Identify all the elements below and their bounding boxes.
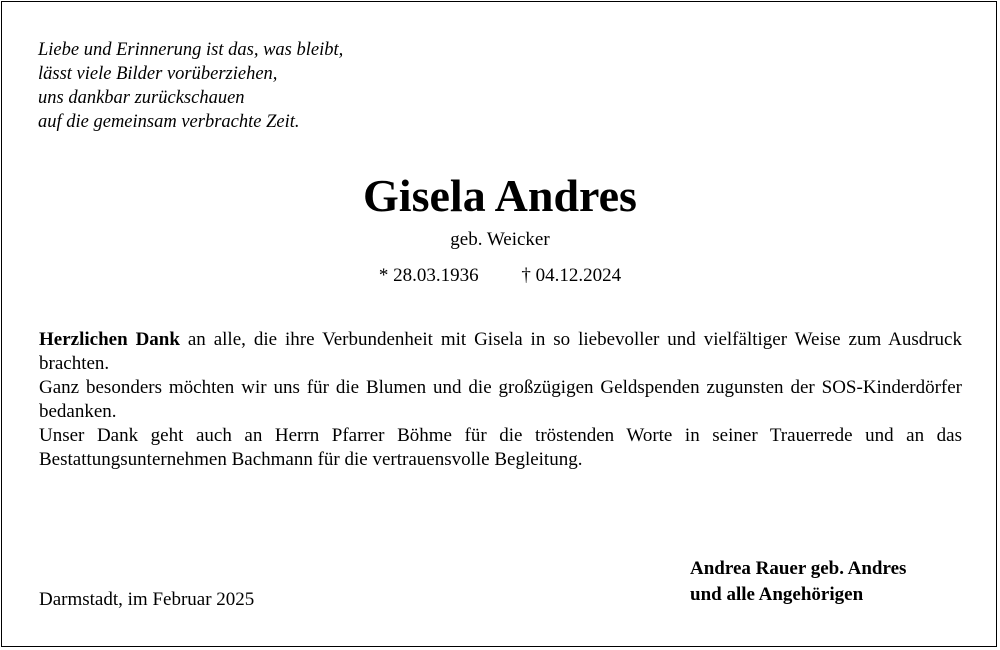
message-paragraph-2: Ganz besonders möchten wir uns für die Blumen und die großzügigen Geldspenden zugunsten der SOS-Kinderdörfer bedanken. [39,377,962,422]
signer-name: Andrea Rauer geb. Andres [690,558,907,579]
death-date: † 04.12.2024 [521,265,622,286]
birth-date: * 28.03.1936 [378,265,479,286]
message-paragraph-1 [39,328,962,376]
place-and-date: Darmstadt, im Februar 2025 [39,589,255,610]
signature-block [690,556,906,608]
life-dates [0,264,1000,288]
thank-you-message [39,328,962,472]
message-paragraph-3: Unser Dank geht auch an Herrn Pfarrer Böhme für die tröstenden Worte in seiner Trauerrede und an das Bestattungsunternehmen Bachmann für die vertrauensvolle Begleitung. [39,425,962,470]
poem-line: lässt viele Bilder vorüberziehen, [38,64,278,84]
message-p1-rest: an alle, die ihre Verbundenheit mit Gisela in so liebevoller und vielfältiger Weise zum Ausdruck brachten. [39,329,962,374]
poem-line: Liebe und Erinnerung ist das, was bleibt, [38,40,344,60]
thanks-lead: Herzlichen Dank [39,329,180,350]
signer-relatives: und alle Angehörigen [690,584,864,605]
memorial-poem [38,38,343,134]
poem-line: uns dankbar zurückschauen [38,88,245,108]
maiden-name: geb. Weicker [450,229,550,250]
poem-line: auf die gemeinsam verbrachte Zeit. [38,112,300,132]
deceased-name: Gisela Andres [363,170,637,221]
